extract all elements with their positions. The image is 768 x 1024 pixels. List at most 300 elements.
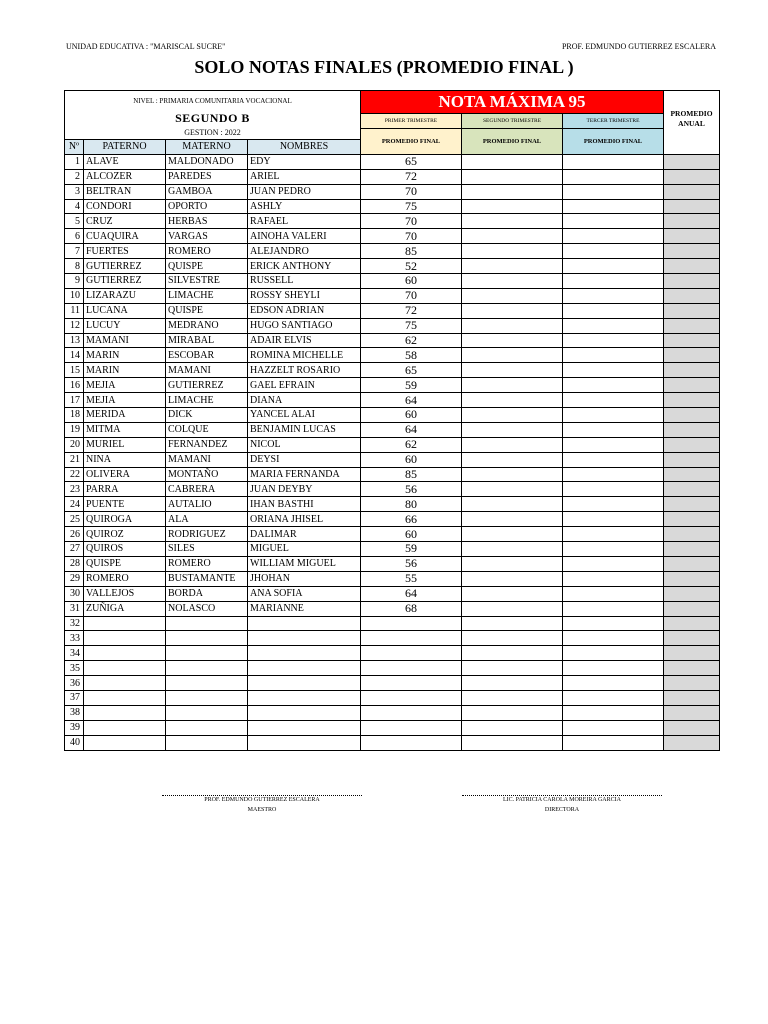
trimester-1-grade-cell: 56 — [361, 482, 462, 497]
table-row — [65, 274, 720, 289]
row-number: 28 — [65, 556, 84, 571]
trimester-2-grade-cell — [462, 318, 563, 333]
nombres-cell — [248, 631, 361, 646]
trimester-3-grade-cell — [563, 393, 664, 408]
trimester-1-grade-cell: 75 — [361, 199, 462, 214]
trimester-2-grade-cell — [462, 690, 563, 705]
row-number: 32 — [65, 616, 84, 631]
nombres-cell — [248, 676, 361, 691]
row-number: 24 — [65, 497, 84, 512]
materno-cell — [166, 690, 248, 705]
table-row — [65, 303, 720, 318]
table-row — [65, 318, 720, 333]
table-row — [65, 169, 720, 184]
row-number: 8 — [65, 259, 84, 274]
trimester-3-grade-cell — [563, 497, 664, 512]
trimester-3-grade-cell — [563, 690, 664, 705]
table-row — [65, 601, 720, 616]
paterno-cell — [84, 661, 166, 676]
nombres-cell: ALEJANDRO — [248, 244, 361, 259]
annual-average-cell — [664, 184, 720, 199]
annual-average-cell — [664, 512, 720, 527]
nombres-cell: EDSON ADRIAN — [248, 303, 361, 318]
nombres-cell: ASHLY — [248, 199, 361, 214]
materno-cell: VARGAS — [166, 229, 248, 244]
table-row — [65, 259, 720, 274]
annual-average-cell — [664, 422, 720, 437]
nombres-cell — [248, 616, 361, 631]
table-row — [65, 437, 720, 452]
trimester-3-grade-cell — [563, 601, 664, 616]
teacher-signature-name: PROF. EDMUNDO GUTIERREZ ESCALERA — [204, 797, 320, 803]
materno-cell: MEDRANO — [166, 318, 248, 333]
trimester-3-grade-cell — [563, 676, 664, 691]
row-number: 25 — [65, 512, 84, 527]
paterno-cell — [84, 705, 166, 720]
trimester-1-grade-cell: 56 — [361, 556, 462, 571]
paterno-cell: MEJIA — [84, 393, 166, 408]
table-row — [65, 363, 720, 378]
trimester-1-grade-cell: 55 — [361, 571, 462, 586]
teacher-signature-role: MAESTRO — [247, 807, 277, 813]
materno-cell: COLQUE — [166, 422, 248, 437]
director-signature — [462, 795, 662, 813]
trimester-3-grade-cell — [563, 452, 664, 467]
paterno-cell: MARIN — [84, 348, 166, 363]
row-number: 39 — [65, 720, 84, 735]
annual-average-cell — [664, 452, 720, 467]
trimester-2-grade-cell — [462, 467, 563, 482]
table-row — [65, 556, 720, 571]
nombres-cell: YANCEL ALAI — [248, 408, 361, 423]
trimester-3-grade-cell — [563, 318, 664, 333]
level-label: NIVEL : PRIMARIA COMUNITARIA VOCACIONAL — [133, 97, 292, 105]
paterno-cell: MERIDA — [84, 408, 166, 423]
trimester-1-grade-cell: 59 — [361, 378, 462, 393]
row-number: 37 — [65, 690, 84, 705]
row-number: 2 — [65, 169, 84, 184]
nombres-cell: MARIANNE — [248, 601, 361, 616]
paterno-cell: CRUZ — [84, 214, 166, 229]
trimester-1-grade-cell: 75 — [361, 318, 462, 333]
materno-cell: CABRERA — [166, 482, 248, 497]
trimester-1-grade-cell — [361, 631, 462, 646]
row-number: 16 — [65, 378, 84, 393]
final-average-header-1: PROMEDIO FINAL — [361, 129, 462, 155]
trimester-1-header: PRIMER TRIMESTRE — [361, 114, 462, 129]
trimester-2-grade-cell — [462, 616, 563, 631]
annual-average-cell — [664, 408, 720, 423]
trimester-3-grade-cell — [563, 274, 664, 289]
trimester-3-grade-cell — [563, 333, 664, 348]
materno-cell — [166, 616, 248, 631]
row-number: 30 — [65, 586, 84, 601]
nombres-cell: MARIA FERNANDA — [248, 467, 361, 482]
table-row — [65, 408, 720, 423]
trimester-3-grade-cell — [563, 467, 664, 482]
row-number: 34 — [65, 646, 84, 661]
trimester-3-grade-cell — [563, 348, 664, 363]
annual-average-cell — [664, 497, 720, 512]
nombres-cell: NICOL — [248, 437, 361, 452]
nombres-cell: RUSSELL — [248, 274, 361, 289]
trimester-1-grade-cell: 72 — [361, 303, 462, 318]
trimester-2-grade-cell — [462, 259, 563, 274]
col-header-number: Nº — [65, 140, 84, 155]
trimester-1-grade-cell: 58 — [361, 348, 462, 363]
annual-average-cell — [664, 616, 720, 631]
materno-cell: BUSTAMANTE — [166, 571, 248, 586]
table-row — [65, 467, 720, 482]
row-number: 9 — [65, 274, 84, 289]
trimester-3-grade-cell — [563, 184, 664, 199]
table-row — [65, 214, 720, 229]
paterno-cell: PUENTE — [84, 497, 166, 512]
row-number: 15 — [65, 363, 84, 378]
paterno-cell: LUCUY — [84, 318, 166, 333]
row-number: 3 — [65, 184, 84, 199]
trimester-2-grade-cell — [462, 452, 563, 467]
nombres-cell: ROSSY SHEYLI — [248, 288, 361, 303]
paterno-cell: QUIROGA — [84, 512, 166, 527]
table-row — [65, 527, 720, 542]
paterno-cell: MARIN — [84, 363, 166, 378]
trimester-1-grade-cell: 85 — [361, 467, 462, 482]
row-number: 36 — [65, 676, 84, 691]
annual-average-cell — [664, 661, 720, 676]
trimester-3-grade-cell — [563, 631, 664, 646]
row-number: 20 — [65, 437, 84, 452]
trimester-1-grade-cell — [361, 720, 462, 735]
annual-average-cell — [664, 586, 720, 601]
nombres-cell: GAEL EFRAIN — [248, 378, 361, 393]
annual-average-cell — [664, 318, 720, 333]
nombres-cell: JUAN PEDRO — [248, 184, 361, 199]
row-number: 17 — [65, 393, 84, 408]
trimester-2-grade-cell — [462, 586, 563, 601]
materno-cell: QUISPE — [166, 259, 248, 274]
paterno-cell: ZUÑIGA — [84, 601, 166, 616]
table-row — [65, 229, 720, 244]
table-row — [65, 542, 720, 557]
col-header-nombres: NOMBRES — [248, 140, 361, 155]
materno-cell: DICK — [166, 408, 248, 423]
row-number: 14 — [65, 348, 84, 363]
paterno-cell: VALLEJOS — [84, 586, 166, 601]
trimester-2-grade-cell — [462, 571, 563, 586]
materno-cell: HERBAS — [166, 214, 248, 229]
trimester-1-grade-cell: 60 — [361, 408, 462, 423]
trimester-3-grade-cell — [563, 378, 664, 393]
trimester-1-grade-cell: 64 — [361, 586, 462, 601]
row-number: 6 — [65, 229, 84, 244]
nombres-cell: ANA SOFIA — [248, 586, 361, 601]
materno-cell: MALDONADO — [166, 154, 248, 169]
paterno-cell: BELTRAN — [84, 184, 166, 199]
trimester-3-grade-cell — [563, 214, 664, 229]
trimester-1-grade-cell: 62 — [361, 437, 462, 452]
trimester-1-grade-cell: 60 — [361, 452, 462, 467]
paterno-cell: MITMA — [84, 422, 166, 437]
row-number: 12 — [65, 318, 84, 333]
trimester-2-grade-cell — [462, 542, 563, 557]
nombres-cell: ORIANA JHISEL — [248, 512, 361, 527]
materno-cell: QUISPE — [166, 303, 248, 318]
materno-cell: MONTAÑO — [166, 467, 248, 482]
trimester-1-grade-cell — [361, 616, 462, 631]
nombres-cell: EDY — [248, 154, 361, 169]
materno-cell: SILVESTRE — [166, 274, 248, 289]
trimester-1-grade-cell: 60 — [361, 527, 462, 542]
annual-average-cell — [664, 274, 720, 289]
col-header-paterno: PATERNO — [84, 140, 166, 155]
nombres-cell — [248, 661, 361, 676]
trimester-1-grade-cell — [361, 735, 462, 750]
annual-average-cell — [664, 169, 720, 184]
annual-average-cell — [664, 288, 720, 303]
materno-cell: OPORTO — [166, 199, 248, 214]
paterno-cell: QUIROS — [84, 542, 166, 557]
annual-average-cell — [664, 676, 720, 691]
trimester-1-grade-cell: 65 — [361, 154, 462, 169]
trimester-3-grade-cell — [563, 705, 664, 720]
trimester-3-header: TERCER TRIMESTRE — [563, 114, 664, 129]
trimester-2-grade-cell — [462, 229, 563, 244]
materno-cell: FERNANDEZ — [166, 437, 248, 452]
paterno-cell: QUISPE — [84, 556, 166, 571]
table-row — [65, 393, 720, 408]
row-number: 1 — [65, 154, 84, 169]
materno-cell — [166, 631, 248, 646]
teacher-name: PROF. EDMUNDO GUTIERREZ ESCALERA — [561, 42, 716, 51]
annual-average-cell — [664, 363, 720, 378]
nombres-cell: RAFAEL — [248, 214, 361, 229]
trimester-3-grade-cell — [563, 571, 664, 586]
trimester-1-grade-cell: 70 — [361, 184, 462, 199]
trimester-1-grade-cell — [361, 646, 462, 661]
table-row — [65, 735, 720, 750]
trimester-3-grade-cell — [563, 437, 664, 452]
nombres-cell: DEYSI — [248, 452, 361, 467]
table-row — [65, 452, 720, 467]
trimester-2-grade-cell — [462, 720, 563, 735]
table-row — [65, 199, 720, 214]
trimester-3-grade-cell — [563, 586, 664, 601]
trimester-1-grade-cell: 70 — [361, 229, 462, 244]
trimester-3-grade-cell — [563, 720, 664, 735]
trimester-1-grade-cell — [361, 661, 462, 676]
trimester-2-header: SEGUNDO TRIMESTRE — [462, 114, 563, 129]
nombres-cell: DALIMAR — [248, 527, 361, 542]
trimester-3-grade-cell — [563, 512, 664, 527]
materno-cell: ROMERO — [166, 244, 248, 259]
table-row — [65, 646, 720, 661]
row-number: 35 — [65, 661, 84, 676]
paterno-cell — [84, 646, 166, 661]
trimester-3-grade-cell — [563, 363, 664, 378]
materno-cell: GAMBOA — [166, 184, 248, 199]
annual-average-cell — [664, 199, 720, 214]
trimester-1-grade-cell: 65 — [361, 363, 462, 378]
trimester-2-grade-cell — [462, 631, 563, 646]
trimester-2-grade-cell — [462, 363, 563, 378]
annual-average-cell — [664, 259, 720, 274]
nombres-cell: ARIEL — [248, 169, 361, 184]
row-number: 7 — [65, 244, 84, 259]
annual-average-cell — [664, 303, 720, 318]
table-row — [65, 244, 720, 259]
table-row — [65, 422, 720, 437]
trimester-2-grade-cell — [462, 244, 563, 259]
trimester-1-grade-cell — [361, 705, 462, 720]
materno-cell: MAMANI — [166, 363, 248, 378]
annual-average-cell — [664, 705, 720, 720]
trimester-3-grade-cell — [563, 542, 664, 557]
row-number: 26 — [65, 527, 84, 542]
trimester-2-grade-cell — [462, 184, 563, 199]
annual-average-cell — [664, 571, 720, 586]
table-row — [65, 720, 720, 735]
nombres-cell: ERICK ANTHONY — [248, 259, 361, 274]
annual-average-cell — [664, 631, 720, 646]
paterno-cell — [84, 631, 166, 646]
annual-average-cell — [664, 348, 720, 363]
table-row — [65, 482, 720, 497]
paterno-cell: CUAQUIRA — [84, 229, 166, 244]
materno-cell: BORDA — [166, 586, 248, 601]
materno-cell: LIMACHE — [166, 288, 248, 303]
row-number: 22 — [65, 467, 84, 482]
row-number: 11 — [65, 303, 84, 318]
trimester-3-grade-cell — [563, 288, 664, 303]
paterno-cell: CONDORI — [84, 199, 166, 214]
trimester-2-grade-cell — [462, 646, 563, 661]
materno-cell: NOLASCO — [166, 601, 248, 616]
annual-average-cell — [664, 467, 720, 482]
nombres-cell: ROMINA MICHELLE — [248, 348, 361, 363]
page-title: SOLO NOTAS FINALES (PROMEDIO FINAL ) — [194, 57, 574, 77]
materno-cell: AUTALIO — [166, 497, 248, 512]
annual-average-cell — [664, 333, 720, 348]
trimester-2-grade-cell — [462, 676, 563, 691]
nombres-cell: JHOHAN — [248, 571, 361, 586]
trimester-2-grade-cell — [462, 527, 563, 542]
materno-cell — [166, 735, 248, 750]
trimester-2-grade-cell — [462, 556, 563, 571]
materno-cell: GUTIERREZ — [166, 378, 248, 393]
trimester-1-grade-cell: 64 — [361, 393, 462, 408]
trimester-2-grade-cell — [462, 705, 563, 720]
annual-average-cell — [664, 229, 720, 244]
materno-cell — [166, 720, 248, 735]
annual-average-cell — [664, 527, 720, 542]
trimester-3-grade-cell — [563, 408, 664, 423]
nombres-cell — [248, 690, 361, 705]
table-row — [65, 631, 720, 646]
paterno-cell: GUTIERREZ — [84, 274, 166, 289]
trimester-2-grade-cell — [462, 422, 563, 437]
trimester-2-grade-cell — [462, 169, 563, 184]
row-number: 19 — [65, 422, 84, 437]
trimester-1-grade-cell: 60 — [361, 274, 462, 289]
row-number: 23 — [65, 482, 84, 497]
paterno-cell: NINA — [84, 452, 166, 467]
annual-average-cell — [664, 735, 720, 750]
annual-average-cell — [664, 244, 720, 259]
table-row — [65, 288, 720, 303]
nombres-cell: HUGO SANTIAGO — [248, 318, 361, 333]
teacher-signature — [162, 795, 362, 813]
paterno-cell: MEJIA — [84, 378, 166, 393]
trimester-3-grade-cell — [563, 303, 664, 318]
table-row — [65, 348, 720, 363]
annual-average-cell — [664, 542, 720, 557]
materno-cell: ESCOBAR — [166, 348, 248, 363]
trimester-3-grade-cell — [563, 527, 664, 542]
nombres-cell: ADAIR ELVIS — [248, 333, 361, 348]
col-header-materno: MATERNO — [166, 140, 248, 155]
materno-cell: SILES — [166, 542, 248, 557]
paterno-cell: OLIVERA — [84, 467, 166, 482]
materno-cell: MAMANI — [166, 452, 248, 467]
annual-average-cell — [664, 437, 720, 452]
trimester-2-grade-cell — [462, 661, 563, 676]
materno-cell — [166, 661, 248, 676]
row-number: 38 — [65, 705, 84, 720]
paterno-cell: FUERTES — [84, 244, 166, 259]
trimester-1-grade-cell: 52 — [361, 259, 462, 274]
paterno-cell — [84, 690, 166, 705]
annual-average-cell — [664, 154, 720, 169]
trimester-2-grade-cell — [462, 214, 563, 229]
trimester-3-grade-cell — [563, 616, 664, 631]
trimester-1-grade-cell — [361, 690, 462, 705]
trimester-3-grade-cell — [563, 646, 664, 661]
annual-average-cell — [664, 690, 720, 705]
materno-cell: PAREDES — [166, 169, 248, 184]
nombres-cell: AINOHA VALERI — [248, 229, 361, 244]
table-row — [65, 154, 720, 169]
nombres-cell: DIANA — [248, 393, 361, 408]
trimester-1-grade-cell: 80 — [361, 497, 462, 512]
trimester-3-grade-cell — [563, 482, 664, 497]
paterno-cell: ALAVE — [84, 154, 166, 169]
table-row — [65, 571, 720, 586]
trimester-1-grade-cell: 70 — [361, 214, 462, 229]
materno-cell: RODRIGUEZ — [166, 527, 248, 542]
row-number: 5 — [65, 214, 84, 229]
paterno-cell — [84, 616, 166, 631]
paterno-cell: LUCANA — [84, 303, 166, 318]
materno-cell: ALA — [166, 512, 248, 527]
table-row — [65, 705, 720, 720]
final-average-header-3: PROMEDIO FINAL — [563, 129, 664, 155]
table-row — [65, 378, 720, 393]
trimester-3-grade-cell — [563, 154, 664, 169]
trimester-3-grade-cell — [563, 199, 664, 214]
director-signature-name: LIC. PATRICIA CAROLA MOREIRA GARCIA — [503, 797, 621, 803]
table-row — [65, 333, 720, 348]
trimester-3-grade-cell — [563, 661, 664, 676]
trimester-1-grade-cell: 66 — [361, 512, 462, 527]
row-number: 33 — [65, 631, 84, 646]
trimester-1-grade-cell — [361, 676, 462, 691]
nombres-cell: HAZZELT ROSARIO — [248, 363, 361, 378]
trimester-1-grade-cell: 59 — [361, 542, 462, 557]
trimester-2-grade-cell — [462, 288, 563, 303]
nombres-cell — [248, 705, 361, 720]
table-row — [65, 497, 720, 512]
